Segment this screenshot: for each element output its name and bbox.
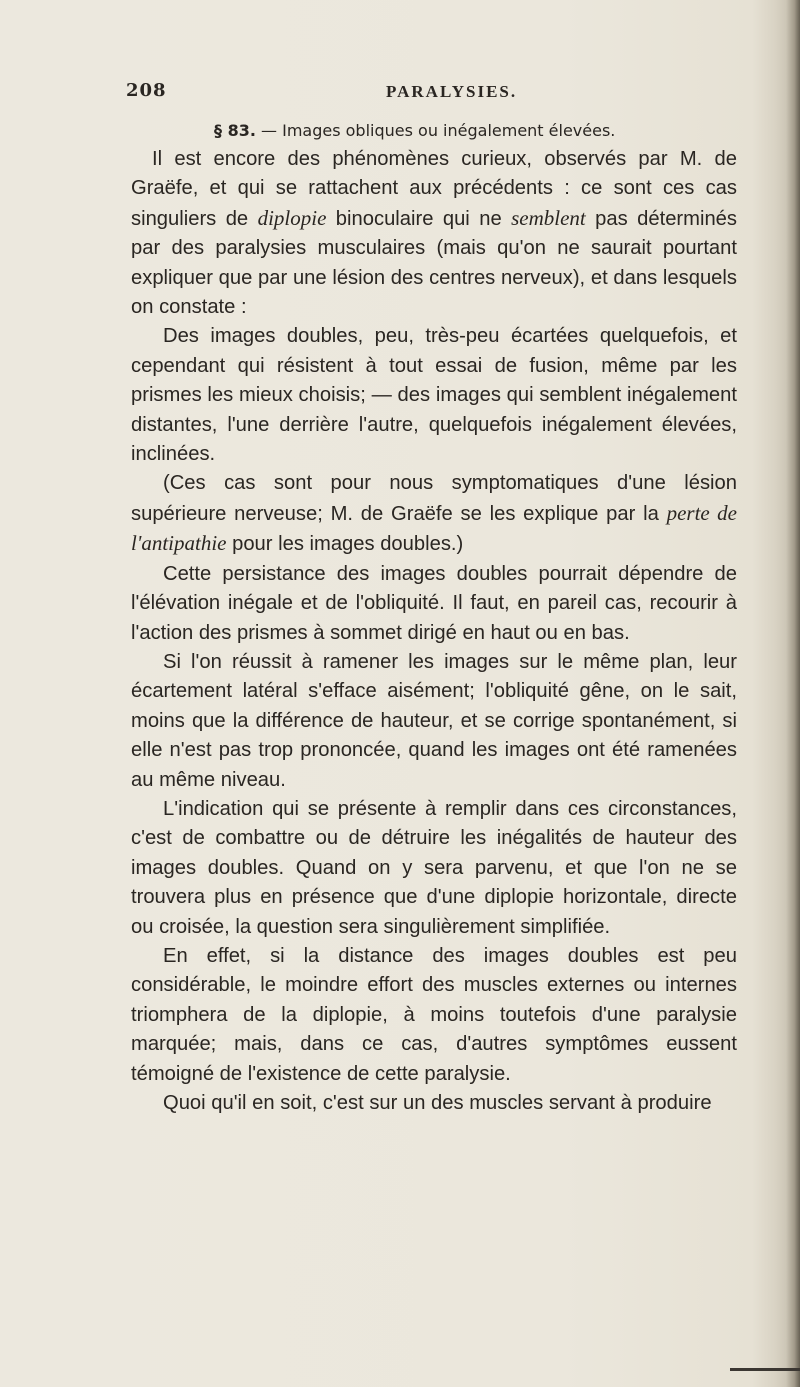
- paragraph: [131, 322, 737, 469]
- text-run: En effet, si la distance des images doubles est peu considérable, le moindre effort des muscles externes ou internes triomphera de la diplopie, à moins toutefois d'une paralysie marquée; mais, dans ce cas, d'autres symptômes eussent témoigné de l'existence de cette paralysie.: [131, 944, 737, 1085]
- text-run: L'indication qui se présente à remplir dans ces circonstances, c'est de combattre ou de détruire les inégalités de hauteur des images doubles. Quand on y sera parvenu, et que l'on ne se trouvera plus en présence que d'une diplopie horizontale, directe ou croisée, la question sera singulièrement simplifiée.: [131, 797, 737, 938]
- paragraph: [131, 560, 737, 648]
- text-run: Si l'on réussit à ramener les images sur le même plan, leur écartement latéral s'efface aisément; l'obliquité gêne, on le sait, moins que la différence de hauteur, et se corrige spontanément, si elle n'est pas trop prononcée, quand les images ont été ramenées au même niveau.: [131, 650, 737, 791]
- paragraph: [131, 469, 737, 559]
- text-run: Il est encore des phénomènes curieux, observés par M. de Graëfe, et qui se rattachent aux précédents : ce sont ces cas singuliers de: [131, 148, 737, 230]
- page-edge-shadow: [786, 0, 800, 1387]
- italic-run: perte de l'antipathie: [131, 500, 737, 556]
- paragraph: [131, 648, 737, 795]
- section-number: § 83.: [214, 121, 256, 140]
- paragraph: [131, 1089, 737, 1118]
- paragraph: [131, 795, 737, 942]
- italic-run: semblent: [511, 205, 586, 230]
- text-run: pas déterminés par des paralysies musculaires (mais qu'on ne saurait pourtant expliquer que par une lésion des centres nerveux), et dans lesquels on constate :: [131, 207, 737, 319]
- text-run: Quoi qu'il en soit, c'est sur un des muscles servant à produire: [163, 1092, 712, 1114]
- page-header: [126, 80, 746, 106]
- text-run: (Ces cas sont pour nous symptomatiques d'une lésion supérieure nerveuse; M. de Graëfe se les explique par la: [131, 472, 737, 525]
- paragraph: [131, 145, 737, 322]
- section-heading: [214, 121, 615, 140]
- paragraph: [131, 942, 737, 1089]
- running-head: PARALYSIES.: [386, 82, 518, 101]
- text-run: Cette persistance des images doubles pourrait dépendre de l'élévation inégale et de l'obliquité. Il faut, en pareil cas, recourir à l'action des prismes à sommet dirigé en haut ou en bas.: [131, 562, 737, 644]
- page-number: 208: [126, 80, 167, 101]
- text-run: Des images doubles, peu, très-peu écartées quelquefois, et cependant qui résistent à tout essai de fusion, même par les prismes les mieux choisis; — des images qui semblent inégalement distantes, l'une derrière l'autre, quelquefois inégalement élevées, inclinées.: [131, 325, 737, 466]
- section-title: — Images obliques ou inégalement élevées.: [261, 121, 616, 140]
- text-run: pour les images doubles.): [226, 533, 464, 556]
- italic-run: diplopie: [257, 205, 327, 230]
- text-run: binoculaire qui ne: [326, 207, 512, 230]
- edge-rule: [730, 1368, 800, 1371]
- body-text: [131, 145, 737, 1118]
